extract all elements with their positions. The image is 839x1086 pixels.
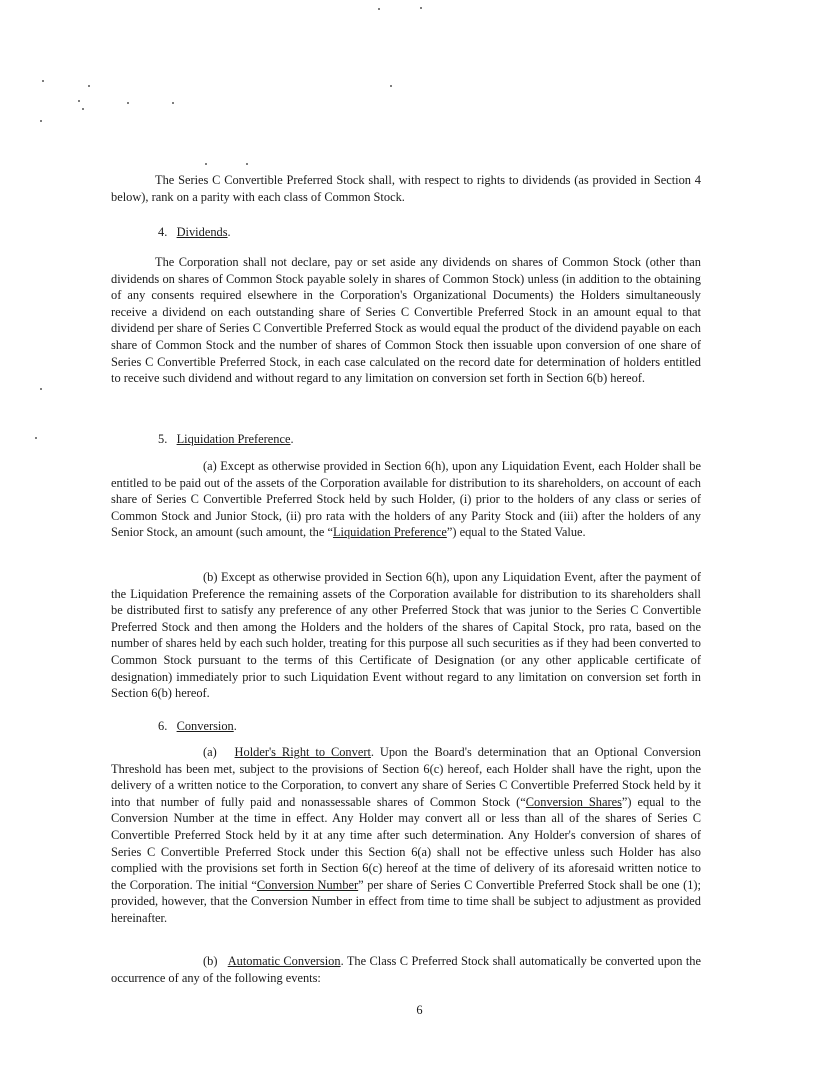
section-title-tail: . (227, 225, 231, 239)
section-heading-conversion (158, 718, 237, 734)
subsection-title: Holder's Right to Convert (234, 745, 371, 759)
paragraph-text: . Upon the Board's determination that an Optional Conversion Threshold has been met, subject to the provisions of Section 6(c) hereof, each Holder shall have the right, upon the delivery of a written notice to the Corporation, to convert any share of Series C Convertible Preferred Stock held by it into that number of fully paid and nonassessable shares of Common Stock (“ (111, 745, 701, 809)
scan-speck (172, 102, 174, 104)
paragraph-conversion-a (111, 744, 701, 927)
subsection-title: Automatic Conversion (227, 954, 341, 968)
paragraph-text: . The Class C Preferred Stock shall automatically be converted upon the occurrence of any of the following events: (111, 954, 701, 985)
scan-speck (42, 80, 44, 82)
section-number: 5. (158, 432, 168, 446)
paragraph-liquidation-a (111, 458, 701, 541)
section-title: Dividends (176, 225, 228, 239)
scan-speck (82, 108, 84, 110)
scan-speck (78, 100, 80, 102)
section-heading-dividends (158, 224, 231, 240)
section-title: Liquidation Preference (176, 432, 291, 446)
defined-term: Liquidation Preference (332, 525, 447, 540)
paragraph-liquidation-b: (b) Except as otherwise provided in Section 6(h), upon any Liquidation Event, after the payment of the Liquidation Preference the remaining assets of the Corporation available for distribution to its shareholders shall be distributed first to satisfy any preference of any other Preferred Stock that was junior to the Series C Convertible Preferred Stock and then among the Holders and the holders of the shares of Capital Stock, pro rata, based on the number of shares held by each such holder, treating for this purpose all such securities as if they had been converted to Common Stock pursuant to the terms of this Certificate of Designation (or any other applicable certificate of designation) immediately prior to such Liquidation Event without regard to any limitation on conversion set forth in Section 6(b) hereof. (111, 570, 701, 701)
page-number: 6 (416, 1003, 423, 1017)
section-heading-liquidation (158, 431, 294, 447)
paragraph-text: ”) equal to the Stated Value. (446, 525, 586, 540)
scan-speck (40, 120, 42, 122)
subsection-label: (b) (203, 954, 218, 968)
paragraph-conversion-b (111, 953, 701, 986)
scan-speck (378, 8, 380, 10)
paragraph-text: (a) Except as otherwise provided in Section 6(h), upon any Liquidation Event, each Holder shall be entitled to be paid out of the assets of the Corporation available for distribution to its shareholders, on account of each share of Series C Convertible Preferred Stock held by such Holder, (i) prior to the holders of any class or series of Common Stock and Junior Stock, (ii) pro rata with the holders of any Parity Stock and (iii) after the holders of any Senior Stock, an amount (such amount, the “ (111, 459, 701, 540)
section-number: 6. (158, 719, 168, 733)
paragraph-text: ”) equal to the Conversion Number at the time in effect. Any Holder may convert all or less than all of the shares of Series C Convertible Preferred Stock held by it at any time after such determination. Any Holder's conversion of shares of Series C Convertible Preferred Stock under this Section 6(a) shall not be effective unless such Holder has also complied with the provisions set forth in Section 6(c) hereof at the time of delivery of its aforesaid written notice to the Corporation. The initial “ (111, 794, 701, 892)
paragraph-dividends: The Corporation shall not declare, pay or set aside any dividends on shares of Common Stock (other than dividends on shares of Common Stock payable solely in shares of Common Stock) unless (in addition to the obtaining of any consents required elsewhere in the Corporation's Organizational Documents) the Holders simultaneously receive a dividend on each outstanding share of Series C Convertible Preferred Stock in an amount equal to that dividend per share of Series C Convertible Preferred Stock as would equal the product of the dividend payable on each share of Common Stock and the number of shares of Common Stock then issuable upon conversion of one share of Series C Convertible Preferred Stock, in each case calculated on the record date for determination of holders entitled to receive such dividend and without regard to any limitation on conversion set forth in Section 6(b) hereof. (111, 255, 701, 386)
defined-term: Conversion Number (256, 877, 359, 892)
scan-speck (88, 85, 90, 87)
section-title-tail: . (290, 432, 294, 446)
paragraph-rank: The Series C Convertible Preferred Stock shall, with respect to rights to dividends (as provided in Section 4 below), rank on a parity with each class of Common Stock. (111, 173, 701, 204)
paragraph-text: ” per share of Series C Convertible Preferred Stock shall be one (1); provided, however, that the Conversion Number in effect from time to time shall be subject to adjustment as provided hereinafter. (111, 877, 701, 925)
scan-speck (390, 85, 392, 87)
scan-speck (127, 102, 129, 104)
subsection-label: (a) (203, 745, 217, 759)
scan-speck (246, 163, 248, 165)
section-title-tail: . (233, 719, 237, 733)
defined-term: Conversion Shares (525, 794, 622, 809)
section-number: 4. (158, 225, 168, 239)
scan-speck (40, 388, 42, 390)
section-title: Conversion (176, 719, 234, 733)
scan-speck (205, 163, 207, 165)
scan-speck (420, 7, 422, 9)
scan-speck (35, 437, 37, 439)
